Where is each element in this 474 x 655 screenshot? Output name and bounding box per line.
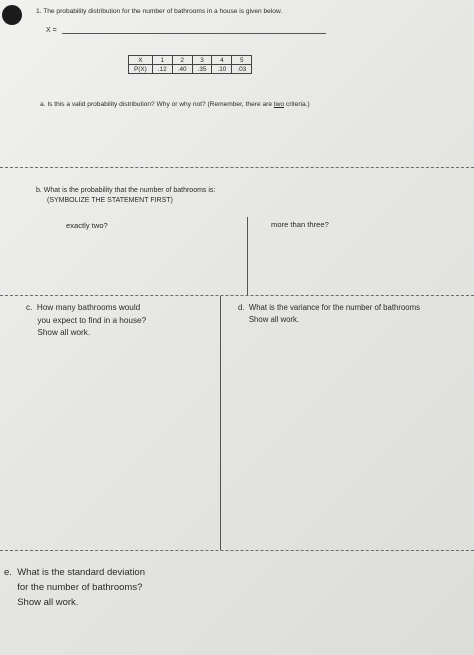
column-divider [247,217,248,295]
question-c: c. How many bathrooms would you expect to find in a house? Show all work. [26,303,147,337]
table-cell: .03 [232,65,252,74]
table-cell: 4 [212,56,232,65]
x-definition-blank[interactable] [62,33,326,34]
punch-hole [2,5,22,25]
question-e: e. What is the standard deviation for the number of bathrooms? Show all work. [4,567,145,608]
distribution-table [128,55,252,74]
question-a: a. Is this a valid probability distribution? Why or why not? (Remember, there are two criteria.) [40,101,310,108]
table-cell: 1 [152,56,172,65]
problem-intro [36,8,282,15]
column-divider [220,296,221,550]
problem-statement: The probability distribution for the number of bathrooms in a house is given below. [43,8,283,15]
question-b-left-label: exactly two? [66,221,108,230]
problem-number: 1. [36,8,42,15]
question-d: d. What is the variance for the number of bathrooms Show all work. [238,303,421,324]
table-cell: 2 [172,56,192,65]
question-b-right-label: more than three? [271,220,329,229]
table-cell: 3 [192,56,212,65]
section-divider [0,295,474,296]
table-cell: P(X) [129,65,153,74]
table-cell: .12 [152,65,172,74]
question-b-instruction: (SYMBOLIZE THE STATEMENT FIRST) [47,197,173,204]
table-cell: .40 [172,65,192,74]
section-divider [0,550,474,551]
emphasis-two: two [273,101,285,108]
table-row-px [129,65,252,74]
table-cell: .10 [212,65,232,74]
x-definition-label: X = [46,27,57,34]
table-row-x [129,56,252,65]
table-cell: 5 [232,56,252,65]
section-divider [0,167,474,168]
table-cell: X [129,56,153,65]
question-b: b. What is the probability that the number of bathrooms is: [36,187,216,194]
table-cell: .35 [192,65,212,74]
